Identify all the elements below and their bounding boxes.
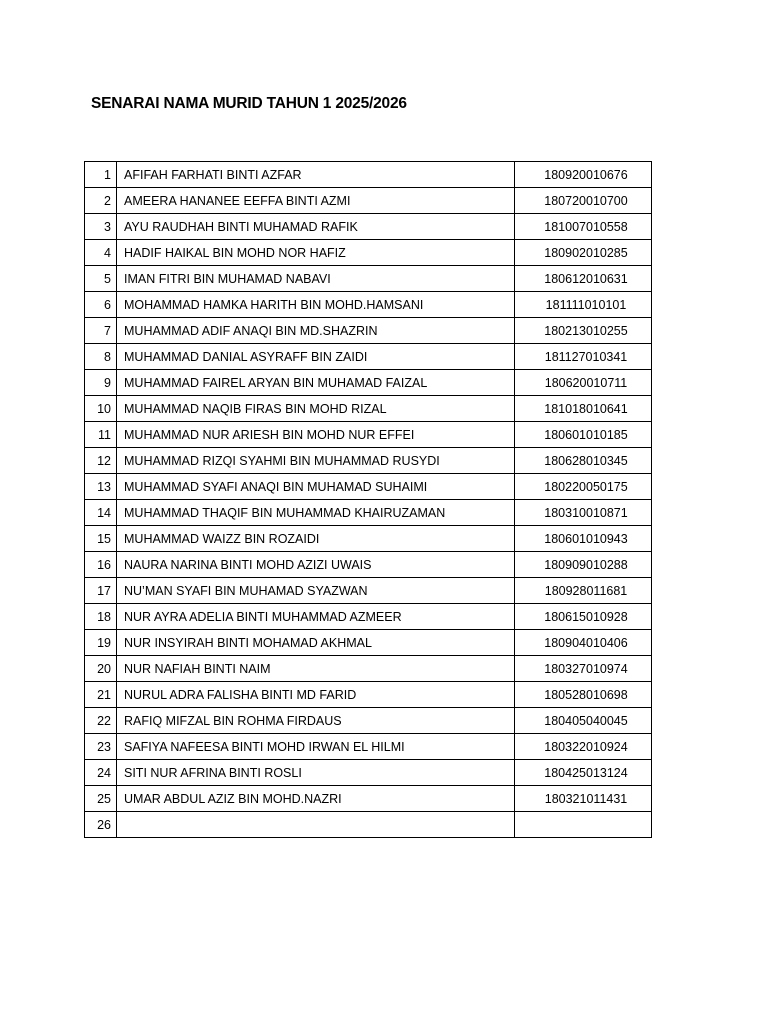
- row-number: 13: [85, 474, 117, 500]
- student-name: RAFIQ MIFZAL BIN ROHMA FIRDAUS: [117, 708, 515, 734]
- table-row: [85, 266, 652, 292]
- student-id: 180628010345: [515, 448, 652, 474]
- table-row: [85, 240, 652, 266]
- row-number: 2: [85, 188, 117, 214]
- row-number: 15: [85, 526, 117, 552]
- row-number: 3: [85, 214, 117, 240]
- student-id: [515, 812, 652, 838]
- student-id: 180321011431: [515, 786, 652, 812]
- table-row: [85, 396, 652, 422]
- row-number: 9: [85, 370, 117, 396]
- student-name: IMAN FITRI BIN MUHAMAD NABAVI: [117, 266, 515, 292]
- table-row: [85, 474, 652, 500]
- row-number: 26: [85, 812, 117, 838]
- table-row: [85, 370, 652, 396]
- table-row: [85, 422, 652, 448]
- row-number: 11: [85, 422, 117, 448]
- student-id: 180615010928: [515, 604, 652, 630]
- student-name: MUHAMMAD SYAFI ANAQI BIN MUHAMAD SUHAIMI: [117, 474, 515, 500]
- student-id: 180904010406: [515, 630, 652, 656]
- row-number: 5: [85, 266, 117, 292]
- row-number: 24: [85, 760, 117, 786]
- table-row: [85, 734, 652, 760]
- row-number: 10: [85, 396, 117, 422]
- student-name: MUHAMMAD NAQIB FIRAS BIN MOHD RIZAL: [117, 396, 515, 422]
- row-number: 17: [85, 578, 117, 604]
- student-name: NUR AYRA ADELIA BINTI MUHAMMAD AZMEER: [117, 604, 515, 630]
- table-row: [85, 578, 652, 604]
- student-id: 181111010101: [515, 292, 652, 318]
- student-name: HADIF HAIKAL BIN MOHD NOR HAFIZ: [117, 240, 515, 266]
- row-number: 25: [85, 786, 117, 812]
- page-title: SENARAI NAMA MURID TAHUN 1 2025/2026: [91, 95, 407, 112]
- student-name: MUHAMMAD THAQIF BIN MUHAMMAD KHAIRUZAMAN: [117, 500, 515, 526]
- student-id: 180528010698: [515, 682, 652, 708]
- student-name: MOHAMMAD HAMKA HARITH BIN MOHD.HAMSANI: [117, 292, 515, 318]
- student-name: MUHAMMAD WAIZZ BIN ROZAIDI: [117, 526, 515, 552]
- student-id: 180909010288: [515, 552, 652, 578]
- student-name: [117, 812, 515, 838]
- table-row: [85, 188, 652, 214]
- student-name: NURUL ADRA FALISHA BINTI MD FARID: [117, 682, 515, 708]
- row-number: 22: [85, 708, 117, 734]
- row-number: 7: [85, 318, 117, 344]
- table-row: [85, 812, 652, 838]
- student-name: MUHAMMAD NUR ARIESH BIN MOHD NUR EFFEI: [117, 422, 515, 448]
- student-id: 180612010631: [515, 266, 652, 292]
- row-number: 19: [85, 630, 117, 656]
- student-id: 181007010558: [515, 214, 652, 240]
- table-row: [85, 760, 652, 786]
- student-name: NUR NAFIAH BINTI NAIM: [117, 656, 515, 682]
- student-name: SITI NUR AFRINA BINTI ROSLI: [117, 760, 515, 786]
- row-number: 12: [85, 448, 117, 474]
- student-id: 180601010943: [515, 526, 652, 552]
- student-rows: [85, 162, 652, 838]
- student-name: AMEERA HANANEE EEFFA BINTI AZMI: [117, 188, 515, 214]
- student-id: 180310010871: [515, 500, 652, 526]
- row-number: 21: [85, 682, 117, 708]
- student-id: 180928011681: [515, 578, 652, 604]
- row-number: 20: [85, 656, 117, 682]
- student-name: MUHAMMAD DANIAL ASYRAFF BIN ZAIDI: [117, 344, 515, 370]
- row-number: 4: [85, 240, 117, 266]
- student-name: AFIFAH FARHATI BINTI AZFAR: [117, 162, 515, 188]
- student-id: 180720010700: [515, 188, 652, 214]
- table-row: [85, 526, 652, 552]
- student-id: 180601010185: [515, 422, 652, 448]
- student-name: NUR INSYIRAH BINTI MOHAMAD AKHMAL: [117, 630, 515, 656]
- table-row: [85, 604, 652, 630]
- student-id: 180322010924: [515, 734, 652, 760]
- table-row: [85, 630, 652, 656]
- student-name: MUHAMMAD RIZQI SYAHMI BIN MUHAMMAD RUSYDI: [117, 448, 515, 474]
- row-number: 18: [85, 604, 117, 630]
- student-id: 180405040045: [515, 708, 652, 734]
- student-name: NAURA NARINA BINTI MOHD AZIZI UWAIS: [117, 552, 515, 578]
- table-row: [85, 214, 652, 240]
- table-row: [85, 344, 652, 370]
- table-row: [85, 318, 652, 344]
- student-id: 180220050175: [515, 474, 652, 500]
- table-row: [85, 708, 652, 734]
- student-name: SAFIYA NAFEESA BINTI MOHD IRWAN EL HILMI: [117, 734, 515, 760]
- row-number: 14: [85, 500, 117, 526]
- row-number: 16: [85, 552, 117, 578]
- row-number: 23: [85, 734, 117, 760]
- table-row: [85, 162, 652, 188]
- student-id: 181018010641: [515, 396, 652, 422]
- table-row: [85, 292, 652, 318]
- student-id: 180902010285: [515, 240, 652, 266]
- table-row: [85, 500, 652, 526]
- student-id: 180213010255: [515, 318, 652, 344]
- row-number: 6: [85, 292, 117, 318]
- student-name: AYU RAUDHAH BINTI MUHAMAD RAFIK: [117, 214, 515, 240]
- table-row: [85, 448, 652, 474]
- student-name: MUHAMMAD FAIREL ARYAN BIN MUHAMAD FAIZAL: [117, 370, 515, 396]
- student-id: 181127010341: [515, 344, 652, 370]
- student-name: UMAR ABDUL AZIZ BIN MOHD.NAZRI: [117, 786, 515, 812]
- student-id: 180425013124: [515, 760, 652, 786]
- table-row: [85, 786, 652, 812]
- student-id: 180920010676: [515, 162, 652, 188]
- student-id: 180327010974: [515, 656, 652, 682]
- student-id: 180620010711: [515, 370, 652, 396]
- student-name: MUHAMMAD ADIF ANAQI BIN MD.SHAZRIN: [117, 318, 515, 344]
- row-number: 8: [85, 344, 117, 370]
- student-table: [84, 161, 652, 838]
- table-row: [85, 552, 652, 578]
- table-row: [85, 656, 652, 682]
- table-row: [85, 682, 652, 708]
- row-number: 1: [85, 162, 117, 188]
- student-name: NU’MAN SYAFI BIN MUHAMAD SYAZWAN: [117, 578, 515, 604]
